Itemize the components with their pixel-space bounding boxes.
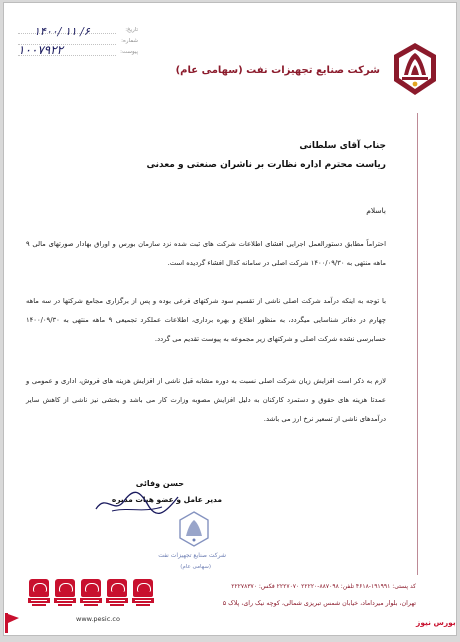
number-label: شماره: bbox=[121, 38, 138, 44]
recipient-name: جناب آقای سلطانی bbox=[299, 141, 386, 151]
certificate-badge-icon bbox=[28, 579, 50, 607]
certificate-badge-icon bbox=[106, 579, 128, 607]
date-label: تاریخ: bbox=[125, 27, 138, 33]
stamp-line-2: (سهامی عام) bbox=[180, 564, 211, 570]
news-flag-icon bbox=[4, 612, 20, 634]
margin-rule bbox=[417, 113, 418, 575]
footer-address: تهران، بلوار میرداماد، خیابان شمس تبریزی شمالی، کوچه نیک رای، پلاک ۵ bbox=[222, 600, 416, 607]
signatory-title: مدیر عامل و عضو هیات مدیره bbox=[111, 495, 222, 504]
handwritten-date: ۱۴۰۰/ ۱۱ /۶ bbox=[34, 25, 90, 38]
certificate-badge-icon bbox=[80, 579, 102, 607]
letter-page bbox=[3, 2, 457, 636]
company-stamp-icon bbox=[134, 508, 244, 570]
recipient-title: ریاست محترم اداره نظارت بر ناشران صنعتی و معدنی bbox=[146, 160, 386, 170]
greeting: باسلام bbox=[366, 206, 386, 215]
certificate-logos bbox=[28, 579, 154, 607]
signatory-name: حسن وفائی bbox=[135, 479, 184, 488]
company-title: شرکت صنایع تجهیزات نفت (سهامی عام) bbox=[175, 65, 380, 76]
paragraph-1: احتراماً مطابق دستورالعمل اجرایی افشای اطلاعات شرکت های ثبت شده نزد سازمان بورس و اوراق بهادار صورتهای مالی ۹ ماهه منتهی به ۱۴۰۰/۰۹/۳۰ شرکت اصلی در سامانه کدال افشاء گردیده است. bbox=[26, 240, 386, 267]
paragraph-3: لازم به ذکر است افزایش زیان شرکت اصلی نسبت به دوره مشابه قبل ناشی از افزایش هزینه های فروش، اداری و عمومی و عمدتا هزینه های حقوق و دستمزد کارکنان به دلیل افزایش مصوبه وزارت کار می باشد و بخشی نیز ناشی از کاهش سایر درآمدهای ناشی از تسعیر نرخ ارز می باشد. bbox=[26, 377, 386, 423]
website-link[interactable]: www.pesic.co bbox=[76, 615, 120, 623]
stamp-line-1: شرکت صنایع تجهیزات نفت bbox=[158, 552, 226, 559]
certificate-badge-icon bbox=[54, 579, 76, 607]
paragraph-2: با توجه به اینکه درآمد شرکت اصلی ناشی از تقسیم سود شرکتهای فرعی بوده و پس از برگزاری مجامع شرکتها در سه ماهه چهارم در دفاتر شناسایی میگردد، به منظور اطلاع و بهره برداری، اطلاعات عملکرد تجمیعی ۹ ماهه منتهی به ۱۴۰۰/۰۹/۳۰ حسابرسی نشده شرکت اصلی و شرکتهای زیر مجموعه به پیوست تقدیم می گردد. bbox=[26, 297, 386, 343]
company-logo-icon bbox=[390, 41, 440, 97]
news-source-logo: بورس نیوز bbox=[416, 618, 456, 627]
footer-contact: کد پستی: ۱۹۱۹۹۱-۴۶۱۸ تلفن: ۸۸۷۰۹۸-۲۲۲۲۰ ۲۲۲۷۰۷۰ فکس: ۲۲۲۷۸۳۷۰ bbox=[231, 583, 416, 590]
attachment-label: پیوست: bbox=[120, 49, 138, 55]
certificate-badge-icon bbox=[132, 579, 154, 607]
handwritten-number: ۱۰۰۷۹۲۲ bbox=[18, 43, 64, 57]
